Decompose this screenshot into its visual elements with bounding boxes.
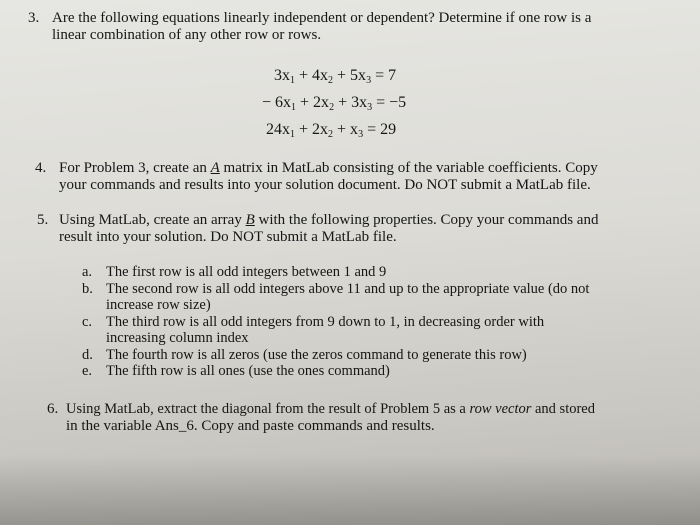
problem-line: in the variable Ans_6. Copy and paste commands and results. [66,418,435,434]
list-item [82,363,642,380]
list-item-text: The fifth row is all ones (use the ones command) [106,363,390,379]
rhs: = 7 [371,67,397,84]
list-marker: b. [82,280,93,297]
list-marker: a. [82,264,93,280]
subscript: 1 [290,75,295,86]
equation-1 [262,63,406,90]
list-item [82,314,642,347]
equation-3 [262,117,406,144]
equation-system [262,63,406,144]
rhs: = 29 [363,121,397,138]
list-item [82,347,642,364]
list-item-text: increasing column index [106,330,249,346]
subscript: 3 [366,75,372,86]
text-run: Using MatLab, extract the diagonal from the result of Problem 5 as a [66,401,470,417]
subscript: 3 [367,102,373,113]
text-run: and stored [531,401,595,417]
term: + 2x [296,94,330,111]
subscript: 2 [328,129,334,140]
list-item-text: The first row is all odd integers between 1 and 9 [106,264,387,280]
problem-number: 4. [35,160,47,176]
term: 3x [274,67,290,84]
text-run: For Problem 3, create an [59,160,211,176]
list-item-text: The third row is all odd integers from 9 down to 1, in decreasing order with [106,313,545,330]
list-marker: e. [82,363,93,379]
subscript: 1 [291,102,297,113]
problem-line: Are the following equations linearly independent or dependent? Determine if one row is a [52,10,592,26]
term: 24x [266,121,290,138]
matrix-variable: A [210,160,220,176]
problem-text [59,212,659,246]
term: − 6x [262,94,292,111]
list-item-text: increase row size) [106,297,211,313]
subscript: 1 [290,129,295,140]
problem-line: your commands and results into your solution document. Do NOT submit a MatLab file. [59,177,591,193]
list-item-text: The second row is all odd integers above 11 and up to the appropriate value (do not [106,280,590,297]
term: + 5x [333,67,367,84]
problem-text [52,10,652,44]
equation-2 [262,90,406,117]
problem-line: linear combination of any other row or rows. [52,27,322,43]
array-variable: B [245,212,255,228]
text-run: with the following properties. Copy your commands and [254,212,599,228]
property-list [82,264,642,380]
problem-line: result into your solution. Do NOT submit a MatLab file. [59,229,397,245]
problem-text [59,160,659,194]
shadow-overlay [0,455,700,525]
list-item [82,281,642,314]
subscript: 3 [358,129,364,140]
text-run: Using MatLab, create an array [59,212,246,228]
text-run: matrix in MatLab consisting of the variable coefficients. Copy [219,160,598,176]
problem-number: 3. [28,10,40,26]
problem-number: 6. [47,401,59,417]
list-marker: d. [82,346,93,363]
subscript: 2 [329,102,335,113]
problem-number: 5. [37,212,49,228]
problem-line [59,160,659,177]
subscript: 2 [328,75,334,86]
term: + x [333,121,359,138]
problem-text [66,401,656,435]
term: + 4x [295,67,329,84]
term: + 3x [334,94,368,111]
problem-line [66,401,656,418]
list-item-text: The fourth row is all zeros (use the zeros command to generate this row) [106,346,527,363]
problem-line [59,212,659,229]
rhs: = −5 [372,94,407,111]
list-marker: c. [82,313,93,330]
list-item [82,264,642,281]
emphasis: row vector [469,401,532,417]
term: + 2x [295,121,329,138]
